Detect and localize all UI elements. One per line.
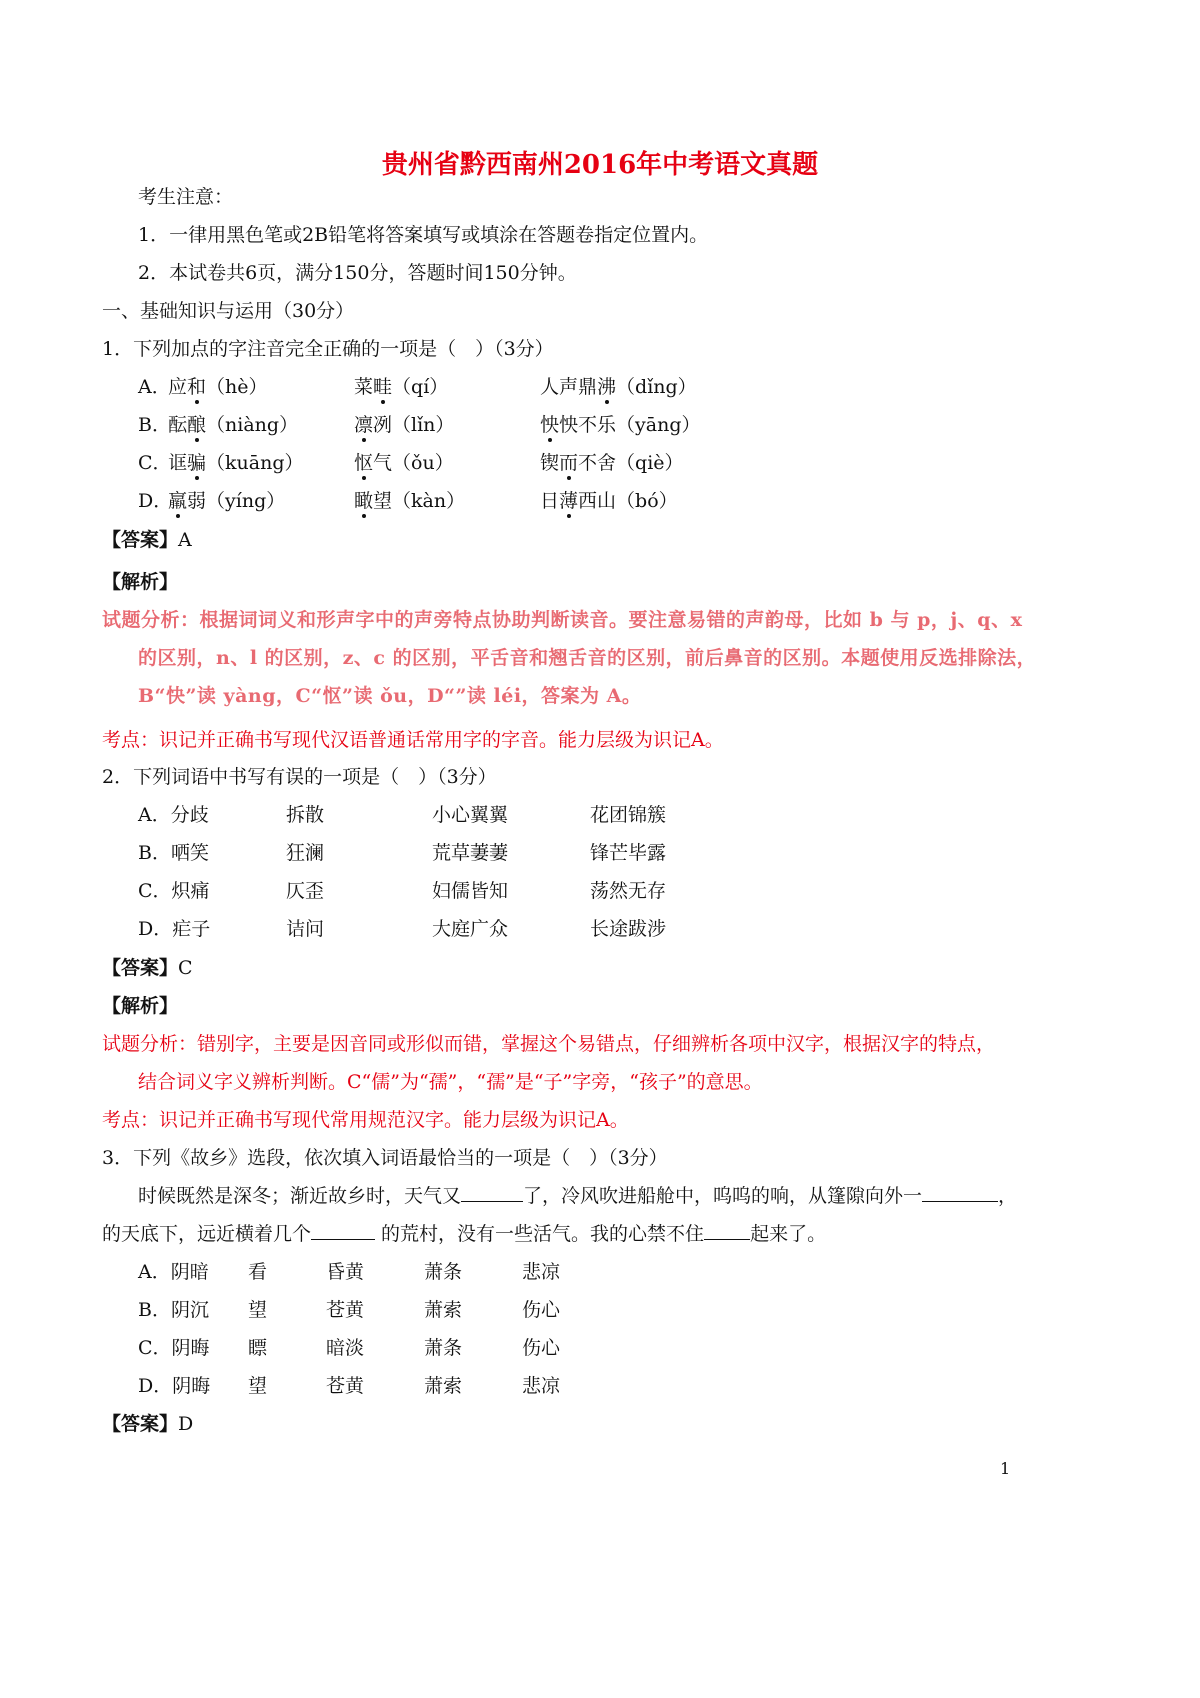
- q1-b-word1: 酝酿（niàng）: [168, 414, 299, 436]
- q3-option-a-1: A．阴暗: [138, 1261, 209, 1283]
- q3-option-a-3: 昏黄: [326, 1261, 365, 1283]
- notice-item-1: 1．一律用黑色笔或2B铅笔将答案填写或填涂在答题卷指定位置内。: [138, 224, 709, 246]
- notice-item-2: 2．本试卷共6页，满分150分，答题时间150分钟。: [138, 262, 577, 284]
- q3-answer: 【答案】D: [102, 1413, 194, 1435]
- q2-option-a-2: 拆散: [286, 804, 325, 826]
- blank-3: [311, 1221, 375, 1240]
- q3-option-b-2: 望: [248, 1299, 268, 1321]
- blank-1: [461, 1183, 523, 1202]
- q3-option-b-5: 伤心: [522, 1299, 561, 1321]
- q2-analysis-label: 【解析】: [102, 995, 179, 1017]
- q2-option-c-1: C．炽痛: [138, 880, 210, 902]
- q2-stem: 2．下列词语中书写有误的一项是（ ）（3分）: [102, 766, 497, 788]
- q2-option-a-4: 花团锦簇: [590, 804, 667, 826]
- page-number: 1: [1000, 1459, 1011, 1478]
- option-letter: B．: [138, 414, 171, 436]
- q1-c-word1: 诓骗（kuāng）: [168, 452, 304, 474]
- q1-d-word1: 羸弱（yíng）: [168, 490, 286, 512]
- q3-option-d-3: 苍黄: [326, 1375, 365, 1397]
- q3-option-d-5: 悲凉: [522, 1375, 561, 1397]
- section-heading: 一、基础知识与运用（30分）: [102, 300, 355, 322]
- option-letter: D．: [138, 490, 173, 512]
- q2-option-d-3: 大庭广众: [432, 918, 509, 940]
- q3-option-b-1: B．阴沉: [138, 1299, 209, 1321]
- q1-b-word3: 怏怏不乐（yāng）: [540, 414, 701, 436]
- q1-analysis-line-2: 的区别，n、l 的区别，z、c 的区别，平舌音和翘舌音的区别，前后鼻音的区别。本题使用反选排除法，: [138, 647, 1037, 669]
- q2-analysis-line-2: 结合词义字义辨析判断。C“儒”为“孺”，“孺”是“子”字旁，“孩子”的意思。: [138, 1071, 763, 1093]
- blank-4: [704, 1221, 750, 1240]
- notice-heading: 考生注意：: [138, 186, 234, 208]
- q1-a-word1: 应和（hè）: [168, 376, 268, 398]
- q2-option-b-3: 荒草萋萋: [432, 842, 509, 864]
- q2-option-d-1: D．疟子: [138, 918, 211, 940]
- q2-option-c-4: 荡然无存: [590, 880, 667, 902]
- q1-analysis-line-3: B“快”读 yàng，C“怄”读 ǒu，D“”读 léi，答案为 A。: [138, 685, 642, 707]
- q2-option-d-2: 诘问: [286, 918, 325, 940]
- q2-answer: 【答案】C: [102, 957, 193, 979]
- q3-passage-line-2: 的天底下，远近横着几个 的荒村，没有一些活气。我的心禁不住 起来了。: [102, 1223, 827, 1245]
- q2-option-a-1: A．分歧: [138, 804, 209, 826]
- q1-d-word3: 日薄西山（bó）: [540, 490, 678, 512]
- q3-option-d-2: 望: [248, 1375, 268, 1397]
- page-title: 贵州省黔西南州2016年中考语文真题: [381, 150, 819, 180]
- q1-analysis-line-1: 试题分析：根据词词义和形声字中的声旁特点协助判断读音。要注意易错的声韵母，比如 b 与 p，j、q、x: [102, 609, 1023, 631]
- option-letter: A．: [138, 376, 171, 398]
- q3-option-d-4: 萧索: [424, 1375, 463, 1397]
- q3-option-a-4: 萧条: [424, 1261, 463, 1283]
- q1-point: 考点：识记并正确书写现代汉语普通话常用字的字音。能力层级为识记A。: [102, 729, 724, 751]
- q1-a-word3: 人声鼎沸（dǐng）: [540, 376, 697, 398]
- q2-option-b-4: 锋芒毕露: [590, 842, 667, 864]
- option-letter: C．: [138, 452, 172, 474]
- q3-option-c-5: 伤心: [522, 1337, 561, 1359]
- q3-option-c-4: 萧条: [424, 1337, 463, 1359]
- q3-option-c-1: C．阴晦: [138, 1337, 210, 1359]
- q1-c-word3: 锲而不舍（qiè）: [540, 452, 684, 474]
- q3-option-a-5: 悲凉: [522, 1261, 561, 1283]
- q2-option-a-3: 小心翼翼: [432, 804, 509, 826]
- q3-option-c-3: 暗淡: [326, 1337, 365, 1359]
- q3-option-c-2: 瞟: [248, 1337, 268, 1359]
- q1-a-word2: 菜畦（qí）: [354, 376, 449, 398]
- q1-d-word2: 瞰望（kàn）: [354, 490, 466, 512]
- q2-option-b-2: 狂澜: [286, 842, 325, 864]
- q2-point: 考点：识记并正确书写现代常用规范汉字。能力层级为识记A。: [102, 1109, 629, 1131]
- q3-passage-line-1: 时候既然是深冬；渐近故乡时，天气又 了，冷风吹进船舱中，呜呜的响，从篷隙向外一 ，: [138, 1185, 1018, 1207]
- q1-stem: 1．下列加点的字注音完全正确的一项是（ ）（3分）: [102, 338, 554, 360]
- q2-option-b-1: B．哂笑: [138, 842, 209, 864]
- q2-analysis-line-1: 试题分析：错别字，主要是因音同或形似而错，掌握这个易错点，仔细辨析各项中汉字，根据汉字的特点，: [102, 1033, 996, 1055]
- q2-option-c-3: 妇儒皆知: [432, 880, 509, 902]
- q3-option-b-4: 萧索: [424, 1299, 463, 1321]
- q3-stem: 3．下列《故乡》选段，依次填入词语最恰当的一项是（ ）（3分）: [102, 1147, 668, 1169]
- q1-b-word2: 凛冽（lǐn）: [354, 414, 455, 436]
- q1-analysis-label: 【解析】: [102, 571, 179, 593]
- q3-option-a-2: 看: [248, 1261, 268, 1283]
- blank-2: [922, 1183, 998, 1202]
- q3-option-d-1: D．阴晦: [138, 1375, 211, 1397]
- q3-option-b-3: 苍黄: [326, 1299, 365, 1321]
- q1-c-word2: 怄气（ǒu）: [354, 452, 454, 474]
- q2-option-c-2: 仄歪: [286, 880, 325, 902]
- q2-option-d-4: 长途跋涉: [590, 918, 667, 940]
- q1-answer: 【答案】A: [102, 529, 192, 551]
